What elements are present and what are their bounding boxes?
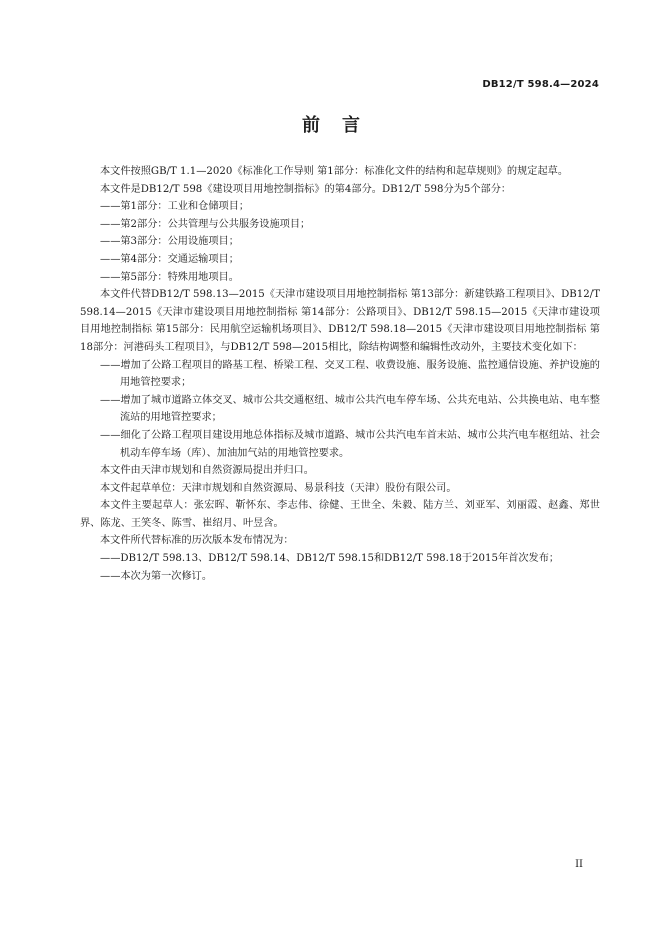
list-item: ——第2部分：公共管理与公共服务设施项目； — [100, 218, 311, 230]
page-number: II — [575, 859, 583, 870]
paragraph: 本文件是DB12/T 598《建设项目用地控制指标》的第4部分。DB12/T 598分为5个部分： — [100, 183, 512, 195]
paragraph: 本文件代替DB12/T 598.13—2015《天津市建设项目用地控制指标 第13部分：新建铁路工程项目》、DB12/T 598.14—2015《天津市建设项目用地控制指标 第14部分：公路项目》、DB12/T 598.15—2015《天津市建设项目用地控制指标 第15部分：民用航空运输机场项目》、DB12/T 598.18—2015《天津市建设项目用地控制指标 第18部分：河港码头工程项目》，与DB12/T 598—2015相比，除结构调整和编辑性改动外，主要技术变化如下： — [80, 289, 600, 353]
paragraph: 本文件按照GB/T 1.1—2020《标准化工作导则 第1部分：标准化文件的结构和起草规则》的规定起草。 — [100, 166, 569, 177]
paragraph: 本文件所代替标准的历次版本发布情况为： — [100, 535, 294, 547]
page-title: 前言 — [302, 115, 382, 136]
list-item: ——增加了公路工程项目的路基工程、桥梁工程、交叉工程、收费设施、服务设施、监控通信设施、养护设施的用地管控要求； — [100, 359, 600, 389]
paragraph: 本文件主要起草人：张宏晖、靳怀东、李志伟、徐健、王世全、朱毅、陆方兰、刘亚军、刘丽霞、赵鑫、郑世界、陈龙、王笑冬、陈雪、崔绍月、叶昱含。 — [80, 500, 600, 529]
list-item: ——增加了城市道路立体交叉、城市公共交通枢纽、城市公共汽电车停车场、公共充电站、公共换电站、电车整流站的用地管控要求； — [100, 394, 600, 424]
list-item: ——第4部分：交通运输项目； — [100, 253, 239, 265]
list-item: ——第5部分：特殊用地项目。 — [100, 271, 239, 283]
paragraph: 本文件由天津市规划和自然资源局提出并归口。 — [100, 465, 314, 477]
list-item: ——细化了公路工程项目建设用地总体指标及城市道路、城市公共汽电车首末站、城市公共汽电车枢纽站、社会机动车停车场（库）、加油加气站的用地管控要求。 — [100, 429, 600, 459]
standard-code: DB12/T 598.4—2024 — [482, 79, 599, 90]
foreword-body — [80, 163, 600, 585]
paragraph: 本文件起草单位：天津市规划和自然资源局、易景科技（天津）股份有限公司。 — [100, 482, 457, 494]
list-item: ——本次为第一次修订。 — [100, 570, 213, 582]
list-item: ——DB12/T 598.13、DB12/T 598.14、DB12/T 598.15和DB12/T 598.18于2015年首次发布； — [100, 553, 560, 565]
list-item: ——第3部分：公用设施项目； — [100, 236, 239, 248]
list-item: ——第1部分：工业和仓储项目； — [100, 201, 250, 213]
